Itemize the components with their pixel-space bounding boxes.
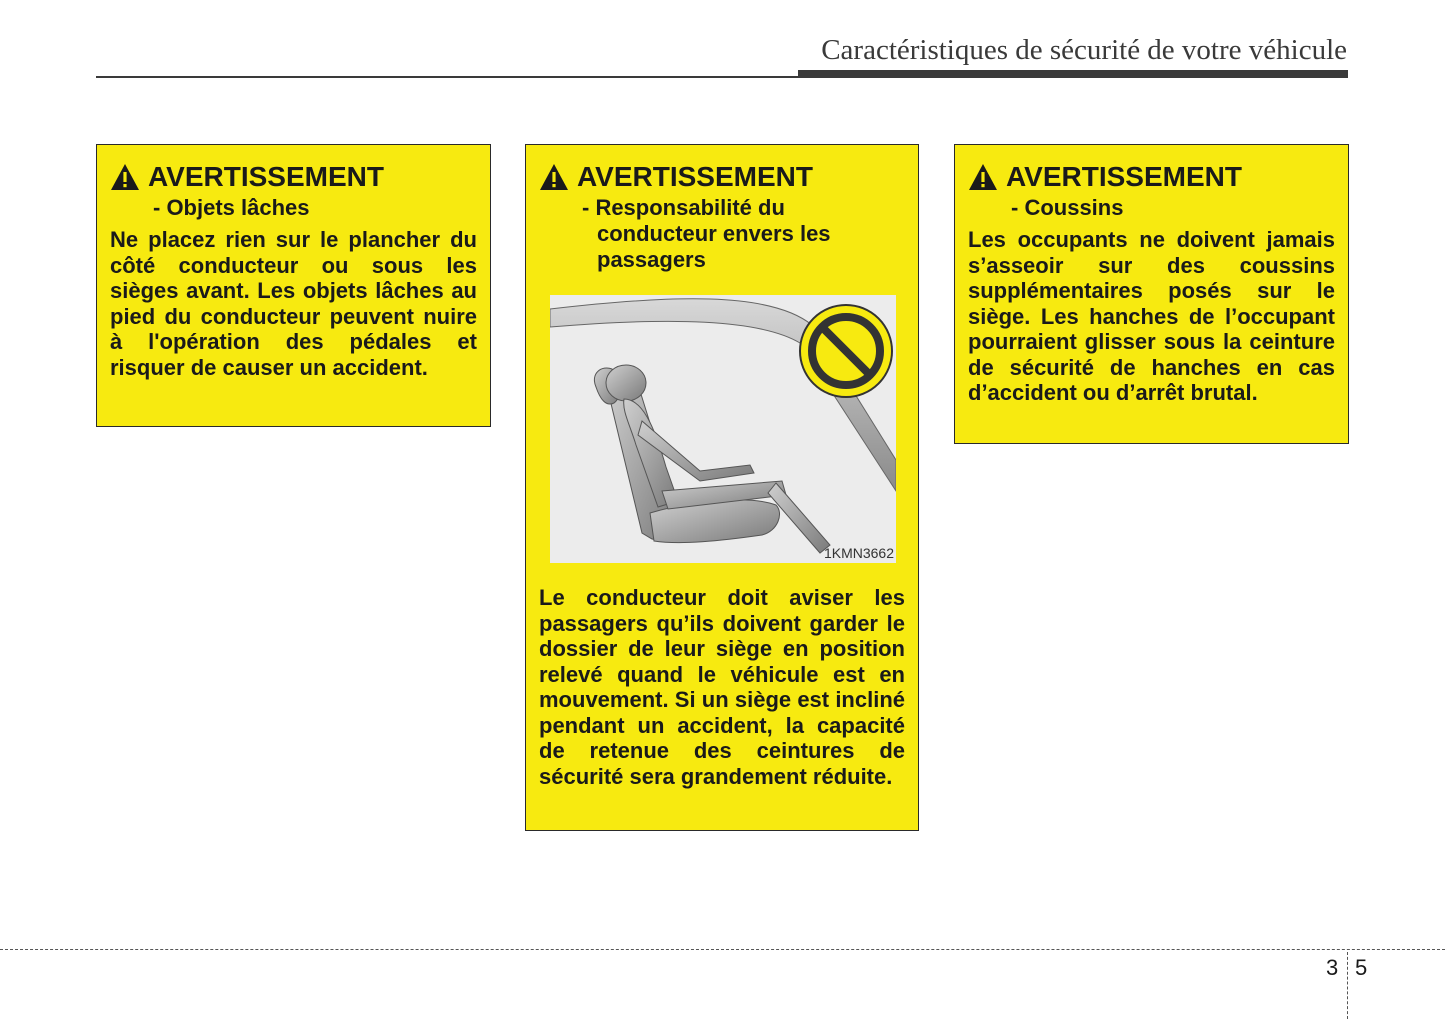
reclined-seat-drawing <box>550 295 896 563</box>
warning-box-driver-responsibility <box>525 144 919 831</box>
footer-rule <box>0 949 1445 950</box>
warning-subtitle-line: passagers <box>597 247 706 272</box>
page-header-title: Caractéristiques de sécurité de votre véhicule <box>821 34 1347 66</box>
header-rule-accent <box>798 70 1348 78</box>
warning-subtitle <box>539 195 905 273</box>
warning-triangle-icon <box>539 163 569 191</box>
header-rule <box>96 76 800 78</box>
warning-subtitle <box>110 195 477 221</box>
warning-heading <box>968 161 1335 193</box>
warning-subtitle-line: - Coussins <box>1011 195 1124 220</box>
warning-box-loose-objects <box>96 144 491 427</box>
warning-subtitle <box>968 195 1335 221</box>
page-number: 5 <box>1355 955 1368 980</box>
footer-page-divider <box>1347 952 1348 1019</box>
warning-body: Le conducteur doit aviser les passagers qu’ils doivent garder le dossier de leur siège en position relevé quand le véhicule est en mouvement. Si un siège est incliné pendant un accident, la capacité de retenue des ceintures de sécurité sera grandement réduite. <box>539 585 905 789</box>
prohibition-icon <box>800 305 892 397</box>
warning-triangle-icon <box>968 163 998 191</box>
image-reference-code: 1KMN3662 <box>823 545 894 561</box>
warning-subtitle-line: conducteur envers les <box>597 221 831 246</box>
warning-heading-text: AVERTISSEMENT <box>577 161 813 192</box>
warning-body: Les occupants ne doivent jamais s’asseoir sur des coussins supplémentaires posés sur le siège. Les hanches de l’occupant pourraient glisser sous la ceinture de sécurité de hanches en cas d’accident ou d’arrêt brutal. <box>968 227 1335 405</box>
reclined-seat-illustration <box>550 295 896 563</box>
chapter-number: 3 <box>1326 955 1339 980</box>
warning-heading <box>539 161 905 193</box>
warning-triangle-icon <box>110 163 140 191</box>
warning-body: Ne placez rien sur le plancher du côté conducteur ou sous les sièges avant. Les objets lâches au pied du conducteur peuvent nuire à l'opération des pédales et risquer de causer un accident. <box>110 227 477 380</box>
warning-subtitle-line: - Responsabilité du <box>582 195 785 220</box>
warning-heading-text: AVERTISSEMENT <box>1006 161 1242 192</box>
warning-heading <box>110 161 477 193</box>
warning-subtitle-line: - Objets lâches <box>153 195 310 220</box>
warning-box-cushions <box>954 144 1349 444</box>
warning-heading-text: AVERTISSEMENT <box>148 161 384 192</box>
